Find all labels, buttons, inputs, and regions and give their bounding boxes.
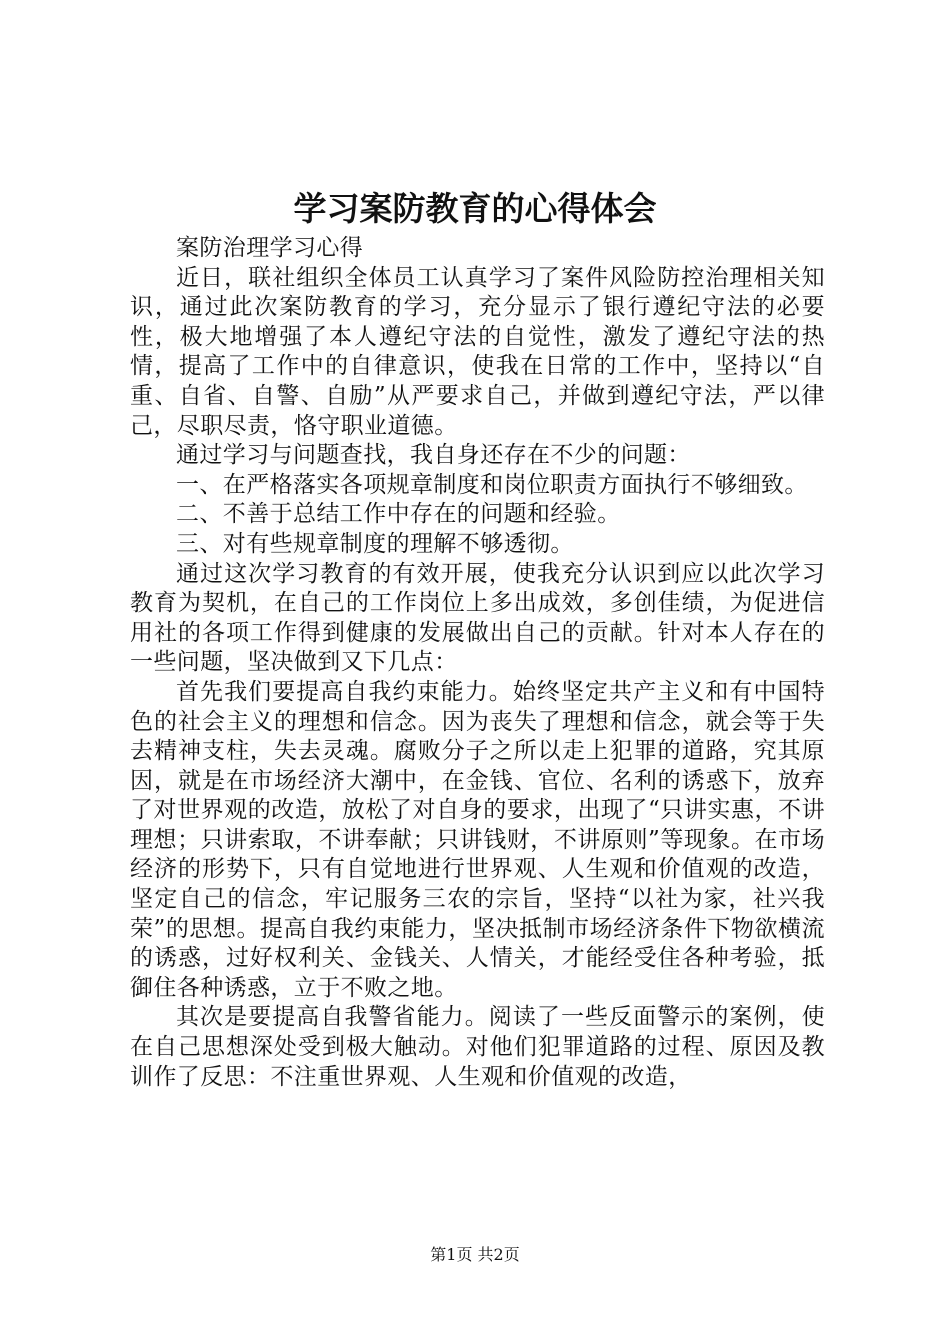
paragraph-problem-1: 一、在严格落实各项规章制度和岗位职责方面执行不够细致。 — [176, 471, 808, 498]
paragraph-self-warning: 其次是要提高自我警省能力。阅读了一些反面警示的案例，使在自己思想深处受到极大触动。对他们犯罪道路的过程、原因及教训作了反思：不注重世界观、人生观和价值观的改造， — [130, 1004, 825, 1090]
paragraph-resolution: 通过这次学习教育的有效开展，使我充分认识到应以此次学习教育为契机，在自己的工作岗位上多出成效，多创佳绩，为促进信用社的各项工作得到健康的发展做出自己的贡献。针对本人存在的一些问题，坚决做到又下几点： — [130, 560, 825, 676]
page-total: 共2页 — [477, 1245, 520, 1264]
paragraph-problem-3: 三、对有些规章制度的理解不够透彻。 — [176, 530, 574, 557]
paragraph-subtitle: 案防治理学习心得 — [176, 235, 364, 261]
page-number: 第1页 — [430, 1245, 473, 1264]
page-title: 学习案防教育的心得体会 — [293, 189, 657, 228]
paragraph-intro: 近日，联社组织全体员工认真学习了案件风险防控治理相关知识，通过此次案防教育的学习，充分显示了银行遵纪守法的必要性，极大地增强了本人遵纪守法的自觉性，激发了遵纪守法的热情，提高了工作中的自律意识，使我在日常的工作中，坚持以“自重、自省、自警、自励”从严要求自己，并做到遵纪守法，严以律己，尽职尽责，恪守职业道德。 — [130, 264, 825, 439]
page-footer — [0, 1244, 950, 1266]
paragraph-problem-2: 二、不善于总结工作中存在的问题和经验。 — [176, 501, 621, 528]
document-body — [130, 234, 825, 1092]
paragraph-self-restraint: 首先我们要提高自我约束能力。始终坚定共产主义和有中国特色的社会主义的理想和信念。因为丧失了理想和信念，就会等于失去精神支柱，失去灵魂。腐败分子之所以走上犯罪的道路，究其原因，就是在市场经济大潮中，在金钱、官位、名利的诱惑下，放弃了对世界观的改造，放松了对自身的要求，出现了“只讲实惠，不讲理想；只讲索取，不讲奉献；只讲钱财，不讲原则”等现象。在市场经济的形势下，只有自觉地进行世界观、人生观和价值观的改造，坚定自己的信念，牢记服务三农的宗旨，坚持“以社为家，社兴我荣”的思想。提高自我约束能力，坚决抵制市场经济条件下物欲横流的诱惑，过好权利关、金钱关、人情关，才能经受住各种考验，抵御住各种诱惑，立于不败之地。 — [130, 678, 825, 1001]
paragraph-problems-heading: 通过学习与问题查找，我自身还存在不少的问题： — [176, 442, 691, 469]
